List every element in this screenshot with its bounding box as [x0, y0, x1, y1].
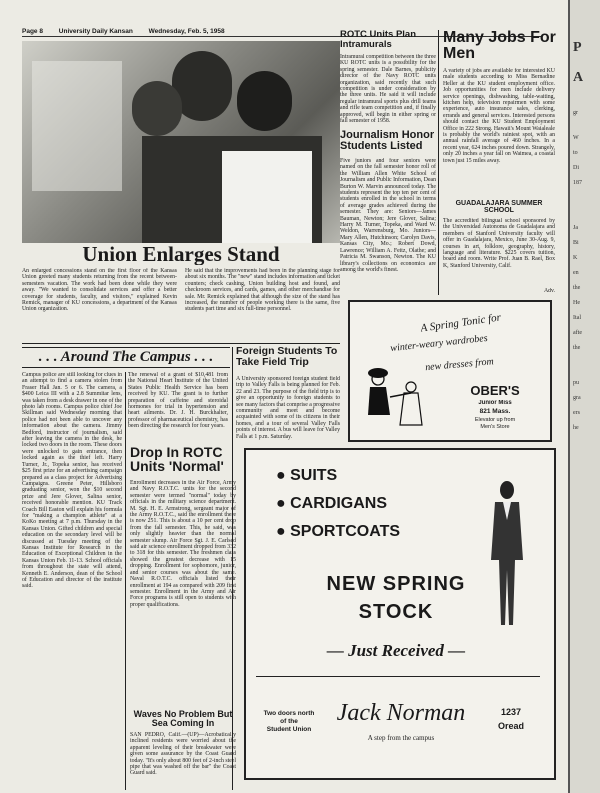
- edge-fragment: K: [573, 255, 578, 261]
- norman-headline-2: STOCK: [358, 602, 434, 623]
- norman-address-1: 1237: [500, 708, 522, 717]
- around-campus-headline: . . . Around The Campus . . .: [22, 347, 230, 368]
- edge-fragment: gra: [573, 395, 581, 401]
- obers-line-1: Junior Miss: [478, 400, 512, 406]
- edge-fragment: A: [573, 70, 584, 85]
- union-story-col2: He said that the improvements had been in the planning stage for about six months. The "new" stand includes information and ticket counters; check cashing, Union building host and found, and checkroom services, and cards, games, and other merchandise for sale. Mr. Remick explained that although the size of the stand has increased, the number of people working there is the same, five students part time and six full-time personnel.: [185, 268, 340, 313]
- edge-fragment: Ital: [573, 315, 581, 321]
- page-number: Page 8: [22, 28, 43, 35]
- around-campus-col2: The renewal of a grant of $10,481 from the National Heart Institute of the United States Public Health Service has been received by KU. The grant is to further preparation of caffeine and steroidal hormones for trial in hypertension and heart ailments. Dr. J. H. Burckhalter, professor of pharmaceutical chemistry, has been directing the research for four years.: [128, 372, 228, 430]
- edge-fragment: ers: [573, 410, 580, 416]
- waves-story: SAN PEDRO, Calif.—(UP)—Acrobatically inclined residents were worried about the apparent leveling of their breakwater were given some assurance by the Coast Guard today. "It's only about 800 feet of 2-inch steel pipe that was washed off the bar" the Coast Guard said.: [130, 732, 236, 777]
- edge-fragment: the: [573, 345, 581, 351]
- edge-fragment: Di: [573, 165, 579, 171]
- edge-fragment: 187: [573, 180, 582, 186]
- obers-script-1: A Spring Tonic for: [419, 311, 502, 335]
- field-trip-story: A University sponsored foreign student field trip to Valley Falls is being planned for Feb. 22 and 23. The purpose of the field trip is to give an opportunity to foreign students to see many factors that comprise a progressive community and meet and become acquainted with some of its citizens in their homes, and a tour of several Valley Falls points of interest. A bus will leave for Valley Falls at 1 p.m. Saturday.: [236, 376, 340, 440]
- norman-address-2: Oread: [497, 722, 524, 731]
- edge-fragment: the: [573, 285, 581, 291]
- union-story-col1: An enlarged concessions stand on the first floor of the Kansas Union greeted many students returning from the recent between-semesters vacation. The work had been done while they were away. "We wanted to consolidate services and offer a better coverage for students, faculty, and visitors," explained Kevin Remick, manager of KU concessions, a department of the Kansas Union organization.: [22, 268, 177, 313]
- norman-received: — Just Received —: [326, 642, 466, 660]
- jack-norman-ad: [244, 448, 556, 780]
- waves-headline: Waves No Problem But Sea Coming In: [133, 710, 233, 729]
- obers-ad: [348, 300, 552, 442]
- norman-location-2: of the: [280, 718, 298, 725]
- norman-headline-1: NEW SPRING: [326, 574, 466, 595]
- edge-fragment: pu: [573, 380, 579, 386]
- journalism-story: Five juniors and four seniors were named on the fall semester honor roll of the William Allen White School of Journalism and Public Information, Dean Burton W. Marvin announced today. The students represent the top ten per cent of students enrolled in the school in terms of average grades achieved during the semester. They are: Seniors—James Bauman, Newton; Jere Glover, Salina; Harry M. Turner, Topeka, and Ward W. Weldon, Warrensburg, Mo. Juniors—Mary Allen, Hutchinson; Carolyn Davis, Kansas City, Mo.; Robert Dowd, Lawrence; William A. Feitz, Olathe; and Patricia M. Swanson, Newton. The KU library's collections on economics are among the world's finest.: [340, 158, 436, 273]
- edge-fragment: P: [573, 40, 582, 55]
- issue-date: Wednesday, Feb. 5, 1958: [148, 28, 225, 35]
- obers-script-3: new dresses from: [424, 356, 495, 374]
- drop-rotc-story: Enrollment decreases in the Air Force, Army and Navy R.O.T.C. units for the second semester were termed "normal" today by officials in the military science department. M. Sgt. H. E. Armstrong, sergeant major of the Army R.O.T.C., said the enrollment there is now 251. This is about a 10 per cent drop from the fall semester. This, he said, was only slightly heavier than the normal semester slump. Air Force Sgt. J. E. Carlsed said air science enrollment dropped from 332 to 318 for this semester. The freshmen class showed the greatest decrease with 15 dropping. Enrollment for sophomore, junior, and senior courses was about the same. Naval R.O.T.C. officials listed their enrollment at 194 as compared with 209 first semester. Enrollment in the Army and Air Force programs is still open to students with proper qualifications.: [130, 480, 236, 608]
- edge-fragment: W: [573, 135, 579, 141]
- norman-item-cardigans: ● CARDIGANS: [276, 496, 387, 512]
- obers-line-2: 821 Mass.: [479, 408, 511, 415]
- drop-rotc-headline: Drop In ROTC Units 'Normal': [130, 445, 224, 474]
- obers-script-2: winter-weary wardrobes: [389, 332, 489, 355]
- couple-illustration-icon: [356, 357, 426, 432]
- norman-location-1: Two doors north: [263, 710, 315, 717]
- adjacent-page-edge: [568, 0, 600, 793]
- edge-fragment: Bi: [573, 240, 579, 246]
- jobs-headline: Many Jobs For Men: [443, 30, 556, 63]
- norman-tagline: A step from the campus: [367, 734, 435, 742]
- adv-tag: Adv.: [543, 288, 555, 294]
- norman-store-name: Jack Norman: [336, 700, 466, 726]
- obers-name: OBER'S: [470, 384, 520, 398]
- obers-line-3: Elevator up from: [474, 417, 516, 423]
- union-stand-photo: [22, 41, 340, 243]
- union-headline: Union Enlarges Stand: [82, 244, 280, 266]
- edge-fragment: en: [573, 270, 579, 276]
- edge-fragment: afte: [573, 330, 582, 336]
- rotc-intramurals-story: Intramural competition between the three KU ROTC units is a possibility for the spring semester. Dale Barnes, publicity director of the Navy ROTC units organization, said recently that such competition is under consideration by the three units. He said it will include regular intramural sports plus drill teams and rifle team competition and, if finally approved, will begin in either spring or fall semester of 1958.: [340, 54, 436, 125]
- edge-fragment: gr: [573, 110, 578, 116]
- journalism-headline: Journalism Honor Students Listed: [340, 130, 435, 153]
- norman-location-3: Student Union: [266, 726, 312, 733]
- edge-fragment: He: [573, 300, 580, 306]
- norman-item-suits: ● SUITS: [276, 468, 338, 484]
- around-campus-col1: Campus police are still looking for clues in an attempt to find a camera stolen from Fraser Hall Jan. 5 or 6. The camera, a $400 Leica III with a 2.8 Summitar lens, was taken from a desk drawer in one of the photo lab rooms. Campus police chief Joe Skillman said Wednesday morning that police had not been able to uncover any information about the camera. Jimmy Bedford, instructor of journalism, said after leaving the camera in the desk, he locked two doors in the room. These doors were unlocked to gain entrance, then locked again as the thief left. Harry Turner, Jr., Topeka senior, has received $25 first prize for an advertising campaign prepared as a class project for Advertising Campaigns. Greene Peter, Hillsboro graduating senior, won the $10 second prize and Jere Glover, Salina senior, received honorable mention. KU Track Coach Bill Easton will explain his formula for "making a champion athlete" at a KoKo meeting at 7 p.m. Thursday in the Kansas Union. Gifted children and special education on the secondary level will be discussed at Tuesday meeting of the Kansas Institute for Research in the Education of Exceptional Children in the Kansas Union Feb. 11-13. School officials from throughout the state will attend, Kenneth E. Anderson, dean of the School of Education and director of the institute said.: [22, 372, 122, 590]
- jobs-story: A variety of jobs are available for interested KU male students according to Miss Bernadine Heller at the KU student employment office. Job opportunities for men include delivery service openings, dishwashing, table-waiting, kitchen help, television repairmen with some experience, auto insurance sales, clerking, errands and general services. Interested persons should contact the KU Student Employment Office in 222 Strong. Hawaii's Mount Waialeale is probably the world's rainiest spot, with an annual rainfall average of 460 inches. In a recent year, 624 inches poured down. Strangely, only 20 inches a year fall on Waimea, a coastal town just 15 miles away.: [443, 68, 555, 164]
- field-trip-headline: Foreign Students To Take Field Trip: [236, 346, 338, 368]
- paper-name: University Daily Kansan: [58, 28, 133, 35]
- norman-item-sportcoats: ● SPORTCOATS: [276, 524, 401, 540]
- edge-fragment: Ja: [573, 225, 578, 231]
- rotc-intramurals-headline: ROTC Units Plan Intramurals: [340, 30, 417, 50]
- obers-line-4: Men's Store: [480, 424, 510, 430]
- edge-fragment: to: [573, 150, 578, 156]
- edge-fragment: he: [573, 425, 579, 431]
- guadalajara-headline: GUADALAJARA SUMMER SCHOOL: [455, 200, 543, 215]
- guadalajara-ad: The accredited bilingual school sponsored by the Universidad Autonoma de Guadalajara and members of Stanford University faculty will offer in Guadalajara, Mexico, June 30-Aug. 9, courses in art, folklore, geography, history, language and literature. $225 covers tuition, board and room. Write Prof. Juan B. Rael, Box K, Stanford University, Calif.: [443, 218, 555, 269]
